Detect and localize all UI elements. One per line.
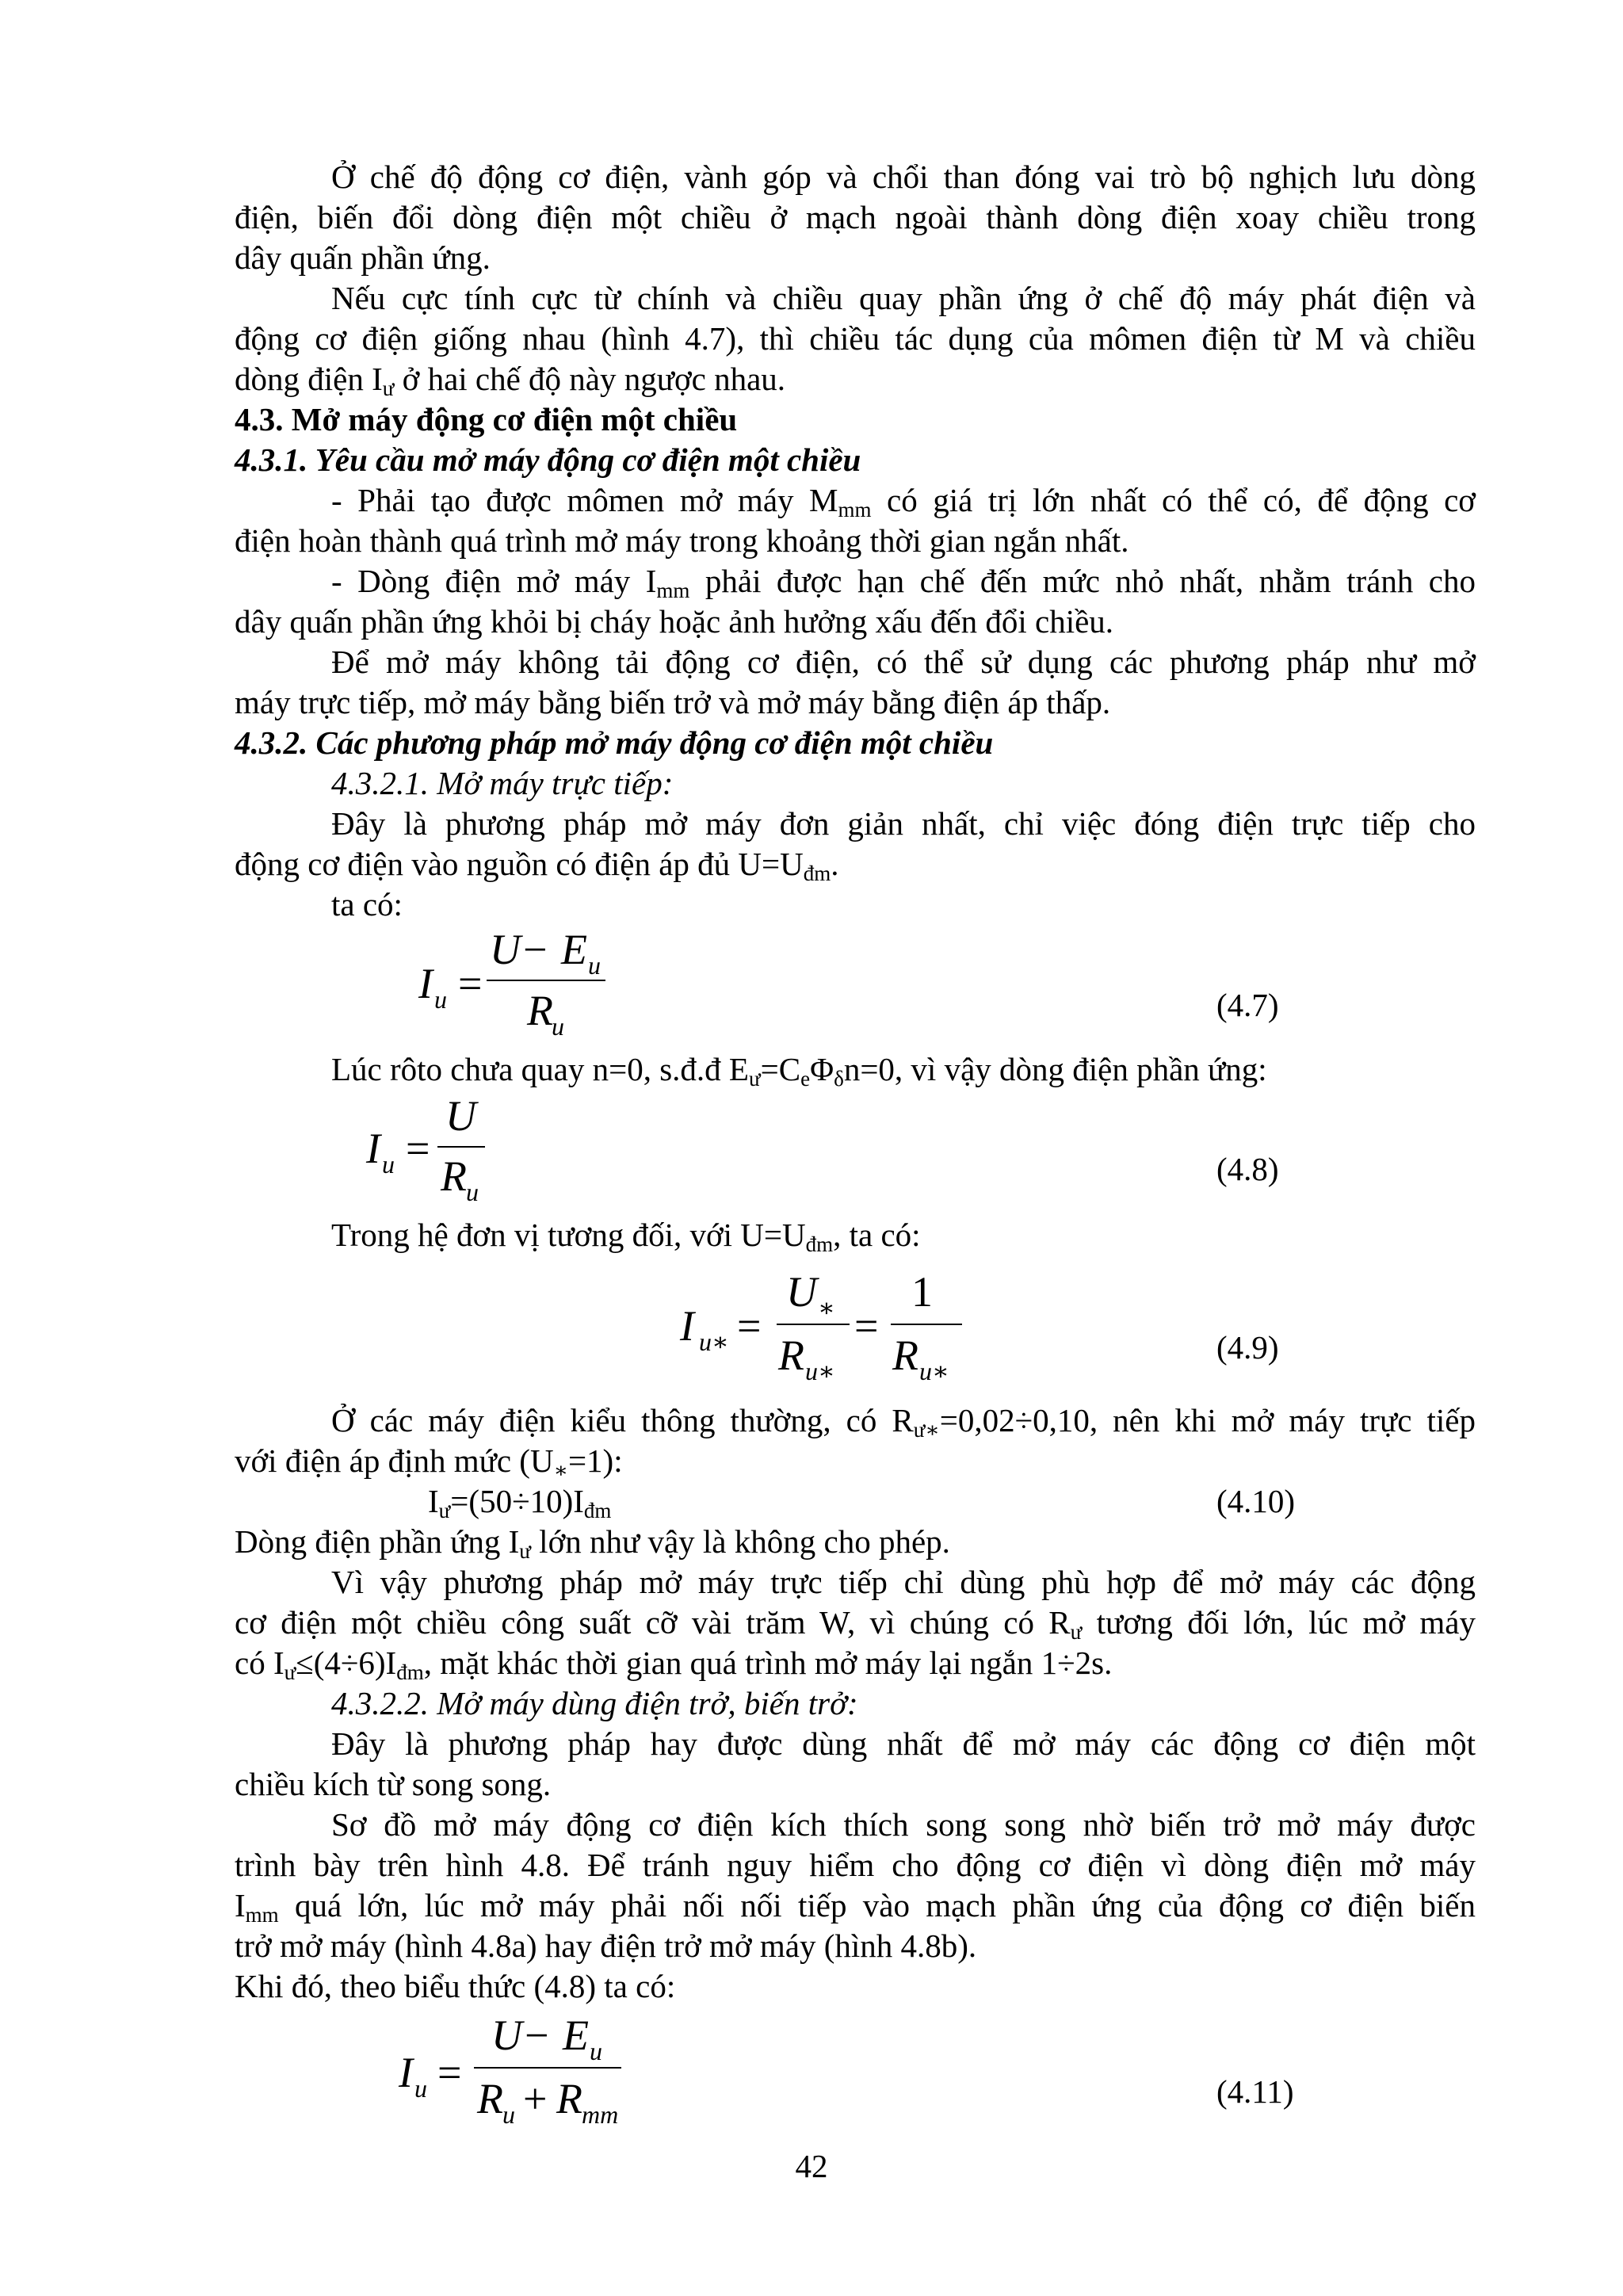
fraction-bar [437,1146,485,1148]
requirement-item: - Dòng điện mở máy $I_{mm}$ phải được hạn chế đến mức nhỏ nhất, nhằm tránh cho [331,563,1476,602]
paragraph-line: Ở chế độ động cơ điện, vành góp và chổi than đóng vai trò bộ nghịch lưu dòng [331,159,1476,195]
equation-4-10: $I_ư=(50\div 10)I_{đm}$ [428,1483,612,1522]
equation-number: (4.7) [1216,987,1279,1023]
document-page: Ở chế độ động cơ điện, vành góp và chổi than đóng vai trò bộ nghịch lưu dòng điện, biến đổi dòng điện một chiều ở mạch ngoài thành dòng điện xoay chiều trong dây quấn phần ứng. Nếu cực tính cực từ chính và chiều quay phần ứng ở chế độ máy phát điện và động cơ điện giống nhau (hình 4.7), thì chiều tác dụng của mômen điện từ M và chiều dòng điện $I_ư$ ở hai chế độ này ngược nhau. 4.3. Mở máy động cơ điện một chiều 4.3.1. Yêu cầu mở máy động cơ điện một chiều - Phải tạo được mômen mở máy $M_{mm}$ có giá trị lớn nhất có thể có, để động cơ điện hoàn thành quá trình mở máy trong khoảng thời gian ngắn nhất. - Dòng điện mở máy $I_{mm}$ phải được hạn chế đến mức nhỏ nhất, nhằm tránh cho dây quấn phần ứng khỏi bị cháy hoặc ảnh hưởng xấu đến đổi chiều. Để mở máy không tải động cơ điện, có thể sử dụng các phương pháp như mở máy trực tiếp, mở máy bằng biến trở và mở máy bằng điện áp thấp. 4.3.2. Các phương pháp mở máy động cơ điện một chiều 4.3.2.1. Mở máy trực tiếp: Đây là phương pháp mở máy đơn giản nhất, chỉ việc đóng điện trực tiếp cho động cơ điện vào nguồn có điện áp đủ $U=U_{đm}$. ta có: I u = U − E u R u (4.7) Lúc rôto chưa quay n=0, s.đ.đ $E_ư=C_e\Phi_\delta n=0$, vì vậy dòng điện phần ứng: I u = U R u (4.8) Trong hệ đơn vị tương đối, với $U=U_{đm}$, ta có: I u∗ = U ∗ R u∗ = 1 R u∗ (4.9) Ở các máy điện kiểu thông thường, có $R_{ư∗}=0,02\div 0,10$, nên khi mở máy trực tiếp với điện áp định mức $(U_∗=1)$: $I_ư=(50\div 10)I_{đm}$ (4.10) Dòng điện phần ứng $I_ư$ lớn như vậy là không cho phép. Vì vậy phương pháp mở máy trực tiếp chỉ dùng phù hợp để mở máy các động cơ điện một chiều công suất cỡ vài trăm W, vì chúng có $R_ư$ tương đối lớn, lúc mở máy có $I_ư\le(4\div 6)I_{đm}$, mặt khác thời gian quá trình mở máy lại ngắn 1÷2s. 4.3.2.2. Mở máy dùng điện trở, biến trở: Đây là phương pháp hay được dùng nhất để mở máy các động cơ điện một chiều kích từ song song. Sơ đồ mở máy động cơ điện kích thích song song nhờ biến trở mở máy được trình bày trên hình 4.8. Để tránh nguy hiểm cho động cơ điện vì dòng điện mở máy $I_{mm}$ quá lớn, lúc mở máy phải nối nối tiếp vào mạch phần ứng của động cơ điện biến trở mở máy (hình 4.8a) hay điện trở mở máy (hình 4.8b). Khi đó, theo biểu thức (4.8) ta có: I u = U − E u R u + R mm (4.11) 42 [0,0,1623,2296]
paragraph-line: ta có: [331,886,403,923]
fraction-bar [777,1324,850,1325]
paragraph-line: máy trực tiếp, mở máy bằng biến trở và mở máy bằng điện áp thấp. [235,684,1111,720]
paragraph-line: trở mở máy (hình 4.8a) hay điện trở mở máy (hình 4.8b). [235,1927,977,1964]
fraction-bar [474,2067,621,2069]
page-number: 42 [795,2148,828,2184]
paragraph-line: Sơ đồ mở máy động cơ điện kích thích song song nhờ biến trở mở máy được [331,1806,1476,1843]
fraction-bar [891,1324,962,1325]
paragraph-line: dây quấn phần ứng khỏi bị cháy hoặc ảnh hưởng xấu đến đổi chiều. [235,603,1114,640]
paragraph-line: Trong hệ đơn vị tương đối, với $U=U_{đm}$, ta có: [331,1217,921,1256]
paragraph-line: cơ điện một chiều công suất cỡ vài trăm W, vì chúng có $R_ư$ tương đối lớn, lúc mở máy [235,1604,1476,1644]
paragraph-line: động cơ điện vào nguồn có điện áp đủ $U=U_{đm}$. [235,846,839,885]
subsubsection-heading: 4.3.2.2. Mở máy dùng điện trở, biến trở: [331,1685,858,1721]
paragraph-line: Đây là phương pháp hay được dùng nhất để mở máy các động cơ điện một [331,1725,1476,1762]
paragraph-line: điện, biến đổi dòng điện một chiều ở mạch ngoài thành dòng điện xoay chiều trong [235,199,1476,235]
paragraph-line: Đây là phương pháp mở máy đơn giản nhất, chỉ việc đóng điện trực tiếp cho [331,805,1476,842]
equation-number: (4.10) [1216,1483,1296,1519]
paragraph-line: dòng điện $I_ư$ ở hai chế độ này ngược nhau. [235,361,786,400]
paragraph-line: dây quấn phần ứng. [235,239,491,276]
paragraph-line: Khi đó, theo biểu thức (4.8) ta có: [235,1968,676,2004]
paragraph-line: điện hoàn thành quá trình mở máy trong khoảng thời gian ngắn nhất. [235,522,1129,559]
fraction-bar [487,980,605,981]
paragraph-line: với điện áp định mức $(U_∗=1)$: [235,1442,623,1482]
paragraph-line: Ở các máy điện kiểu thông thường, có $R_{ư∗}=0,02\div 0,10$, nên khi mở máy trực tiếp [331,1402,1476,1442]
paragraph-line: động cơ điện giống nhau (hình 4.7), thì chiều tác dụng của mômen điện từ M và chiều [235,320,1476,357]
requirement-item: - Phải tạo được mômen mở máy $M_{mm}$ có giá trị lớn nhất có thể có, để động cơ [331,482,1476,521]
paragraph-line: Nếu cực tính cực từ chính và chiều quay phần ứng ở chế độ máy phát điện và [331,280,1476,316]
paragraph-line: Lúc rôto chưa quay n=0, s.đ.đ $E_ư=C_e\Phi_\delta n=0$, vì vậy dòng điện phần ứng: [331,1051,1267,1091]
subsection-heading: 4.3.2. Các phương pháp mở máy động cơ điện một chiều [235,724,994,761]
paragraph-line: Vì vậy phương pháp mở máy trực tiếp chỉ dùng phù hợp để mở máy các động [331,1564,1476,1600]
paragraph-line: trình bày trên hình 4.8. Để tránh nguy hiểm cho động cơ điện vì dòng điện mở máy [235,1847,1476,1883]
section-heading: 4.3. Mở máy động cơ điện một chiều [235,401,738,437]
subsubsection-heading: 4.3.2.1. Mở máy trực tiếp: [331,765,674,801]
equation-number: (4.9) [1216,1329,1279,1366]
paragraph-line: Để mở máy không tải động cơ điện, có thể sử dụng các phương pháp như mở [331,644,1476,680]
paragraph-line: $I_{mm}$ quá lớn, lúc mở máy phải nối nối tiếp vào mạch phần ứng của động cơ điện biến [235,1887,1476,1927]
paragraph-line: Dòng điện phần ứng $I_ư$ lớn như vậy là không cho phép. [235,1523,950,1563]
paragraph-line: có $I_ư\le(4\div 6)I_{đm}$, mặt khác thời gian quá trình mở máy lại ngắn 1÷2s. [235,1645,1113,1684]
paragraph-line: chiều kích từ song song. [235,1766,552,1802]
equation-number: (4.8) [1216,1151,1279,1187]
equation-number: (4.11) [1216,2073,1294,2110]
subsection-heading: 4.3.1. Yêu cầu mở máy động cơ điện một chiều [235,441,861,478]
